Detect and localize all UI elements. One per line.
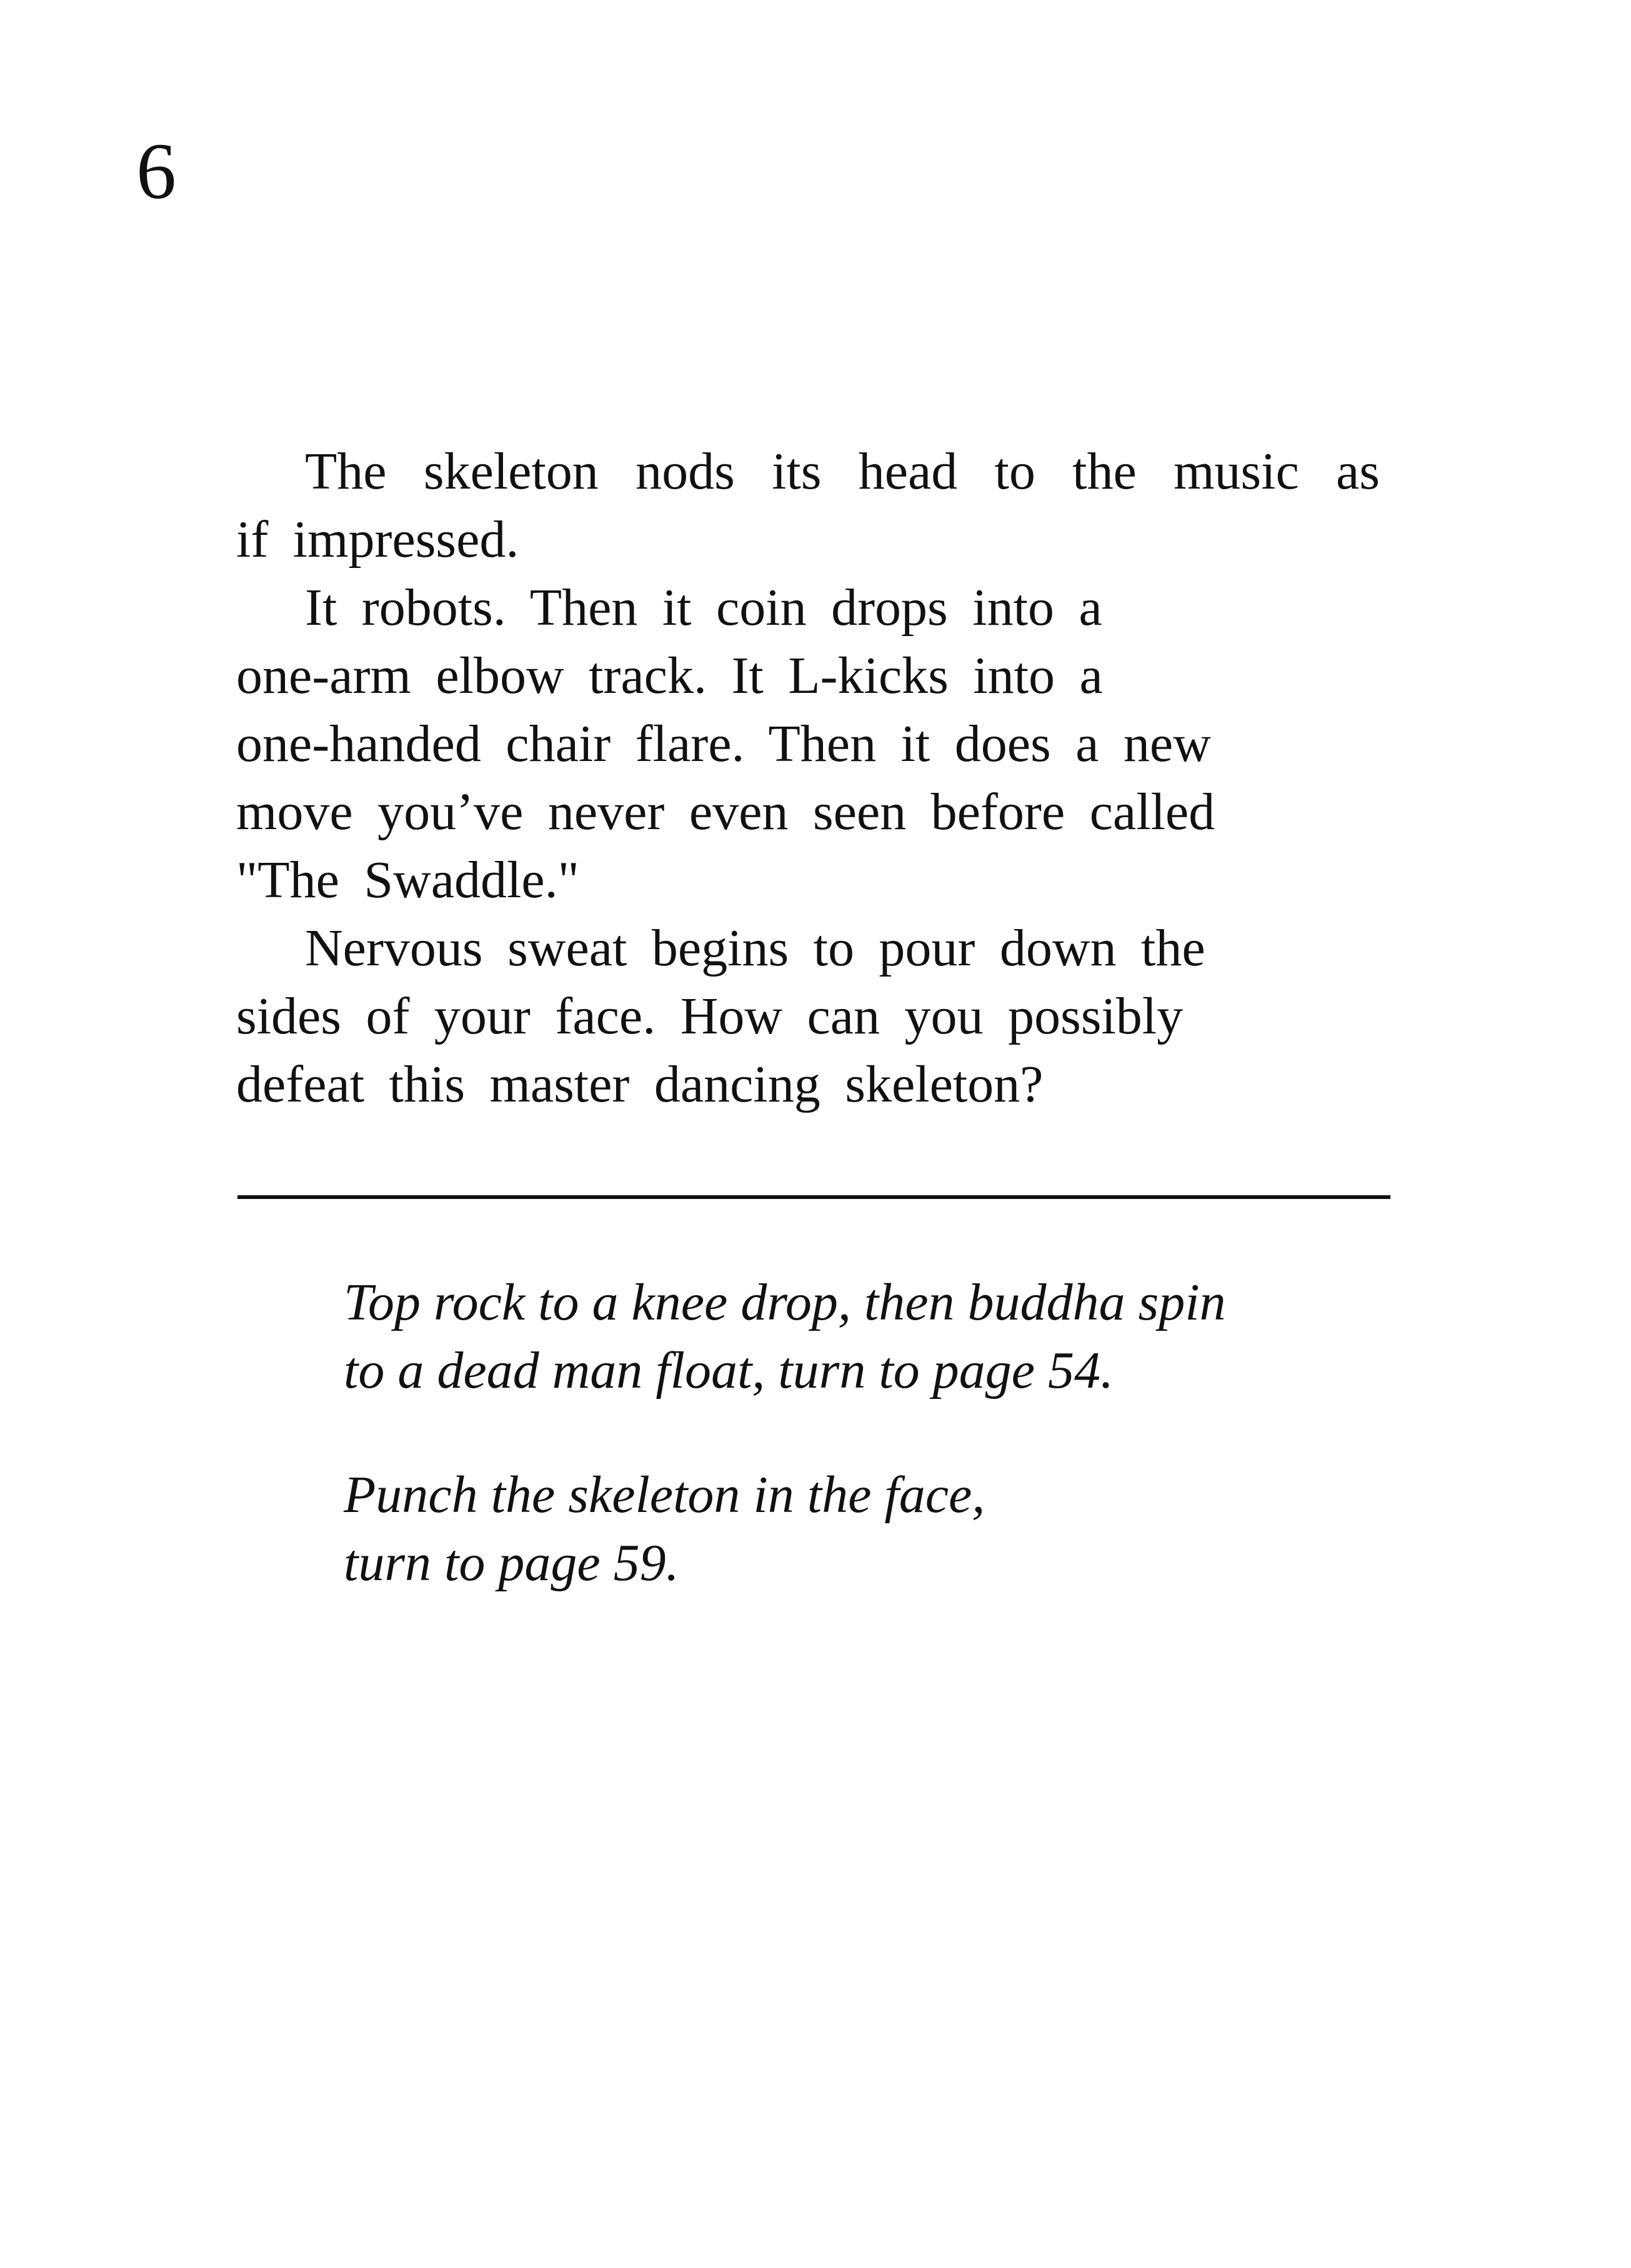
choice-line: Top rock to a knee drop, then buddha spin — [344, 1273, 1226, 1331]
choice-line: turn to page 59. — [344, 1534, 679, 1592]
page-number: 6 — [136, 127, 176, 216]
story-text — [236, 437, 1380, 1118]
choice-knee-drop — [344, 1268, 1226, 1405]
story-line: sides of your face. How can you possibly — [236, 987, 1184, 1045]
story-line: Nervous sweat begins to pour down the — [305, 919, 1205, 977]
section-divider — [237, 1195, 1390, 1199]
story-line: if impressed. — [236, 510, 519, 569]
story-line: one-arm elbow track. It L-kicks into a — [236, 647, 1103, 705]
story-line: "The Swaddle." — [236, 851, 579, 909]
story-line: one-handed chair flare. Then it does a new — [236, 715, 1211, 773]
story-line: move you’ve never even seen before called — [236, 783, 1215, 841]
story-line: The skeleton nods its head to the music as — [305, 442, 1380, 500]
choice-punch — [344, 1461, 1226, 1597]
choice-line: to a dead man float, turn to page 54. — [344, 1341, 1114, 1400]
story-line: defeat this master dancing skeleton? — [236, 1055, 1044, 1113]
choice-line: Punch the skeleton in the face, — [344, 1466, 985, 1524]
choice-list — [344, 1268, 1226, 1653]
story-line: It robots. Then it coin drops into a — [305, 579, 1102, 637]
